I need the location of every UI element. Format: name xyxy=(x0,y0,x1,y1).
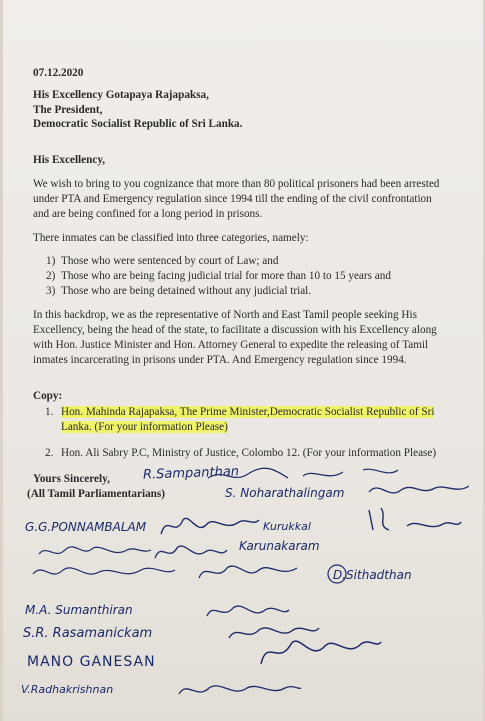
category-1-num: 1) xyxy=(46,255,56,267)
para1-line-1: We wish to bring to you cognizance that more than 80 political prisoners had been arrested xyxy=(33,178,440,190)
copy-1-line-1: Hon. Mahinda Rajapaksa, The Prime Minister,Democratic Socialist Republic of Sri xyxy=(61,406,435,418)
signature-scribble-13 xyxy=(173,676,303,706)
signature-7: M.A. Sumanthiran xyxy=(25,603,133,617)
signature-3: G.G.PONNAMBALAM xyxy=(25,520,147,534)
signature-2: S. Noharathalingam xyxy=(225,486,345,500)
closing: Yours Sincerely, xyxy=(33,473,110,485)
category-2: Those who are being facing judicial trial for more than 10 to 15 years and xyxy=(61,270,391,282)
category-3: Those who are being detained without any judicial trial. xyxy=(61,285,312,297)
para3-line-3: with Hon. Justice Minister and Hon. Attorney General to expedite the releasing of Tamil xyxy=(33,339,429,351)
copy-1-line-2: Lanka. (For your information Please) xyxy=(61,421,228,433)
salutation: His Excellency, xyxy=(33,154,106,166)
signature-5: Karunakaram xyxy=(239,539,320,553)
address-line-2: The President, xyxy=(33,104,103,116)
para2: There inmates can be classified into three categories, namely: xyxy=(33,232,309,244)
copy-2-num: 2. xyxy=(45,447,54,459)
signature-9: MANO GANESAN xyxy=(27,654,156,670)
signature-scribble-2 xyxy=(365,478,475,502)
signature-scribble-9 xyxy=(319,556,359,586)
signature-1: R.Sampanthan xyxy=(142,464,240,483)
para3-line-1: In this backdrop, we as the representative of North and East Tamil people seeking His xyxy=(33,309,417,321)
copy-2-line-1: Hon. Ali Sabry P.C, Ministry of Justice, Colombo 12. (For your information Please) xyxy=(61,447,437,459)
category-1: Those who were sentenced by court of Law; and xyxy=(61,255,279,267)
para1-line-2: under PTA and Emergency regulation since 1994 till the ending of the civil confrontation xyxy=(33,193,432,205)
signature-8: S.R. Rasamanickam xyxy=(23,626,153,641)
signature-scribble-8 xyxy=(193,556,303,586)
signature-scribble-7 xyxy=(29,560,179,586)
signature-10: V.Radhakrishnan xyxy=(21,683,114,696)
signature-scribble-4 xyxy=(363,504,463,538)
address-line-1: His Excellency Gotapaya Rajapaksa, xyxy=(33,89,209,101)
signatories-label: (All Tamil Parliamentarians) xyxy=(27,488,165,500)
copy-1-num: 1. xyxy=(45,406,54,418)
signature-scribble-3 xyxy=(153,508,263,542)
para3-line-4: inmates incarcerating in prisons under PTA. And Emergency regulation since 1994. xyxy=(33,354,407,366)
letter-page xyxy=(3,0,483,721)
signature-6: D.Sithadthan xyxy=(333,568,412,582)
letter-date: 07.12.2020 xyxy=(33,67,84,79)
category-2-num: 2) xyxy=(46,270,56,282)
signature-scribble-12 xyxy=(253,628,383,672)
address-line-3: Democratic Socialist Republic of Sri Lanka. xyxy=(33,118,243,130)
copy-heading: Copy: xyxy=(33,390,63,402)
category-3-num: 3) xyxy=(46,285,56,297)
signature-4: Kurukkal xyxy=(263,520,311,533)
para3-line-2: Excellency, being the head of the state, to facilitate a discussion with his Excellency along xyxy=(33,324,437,336)
para1-line-3: and are being confined for a long period in prisons. xyxy=(33,208,263,220)
